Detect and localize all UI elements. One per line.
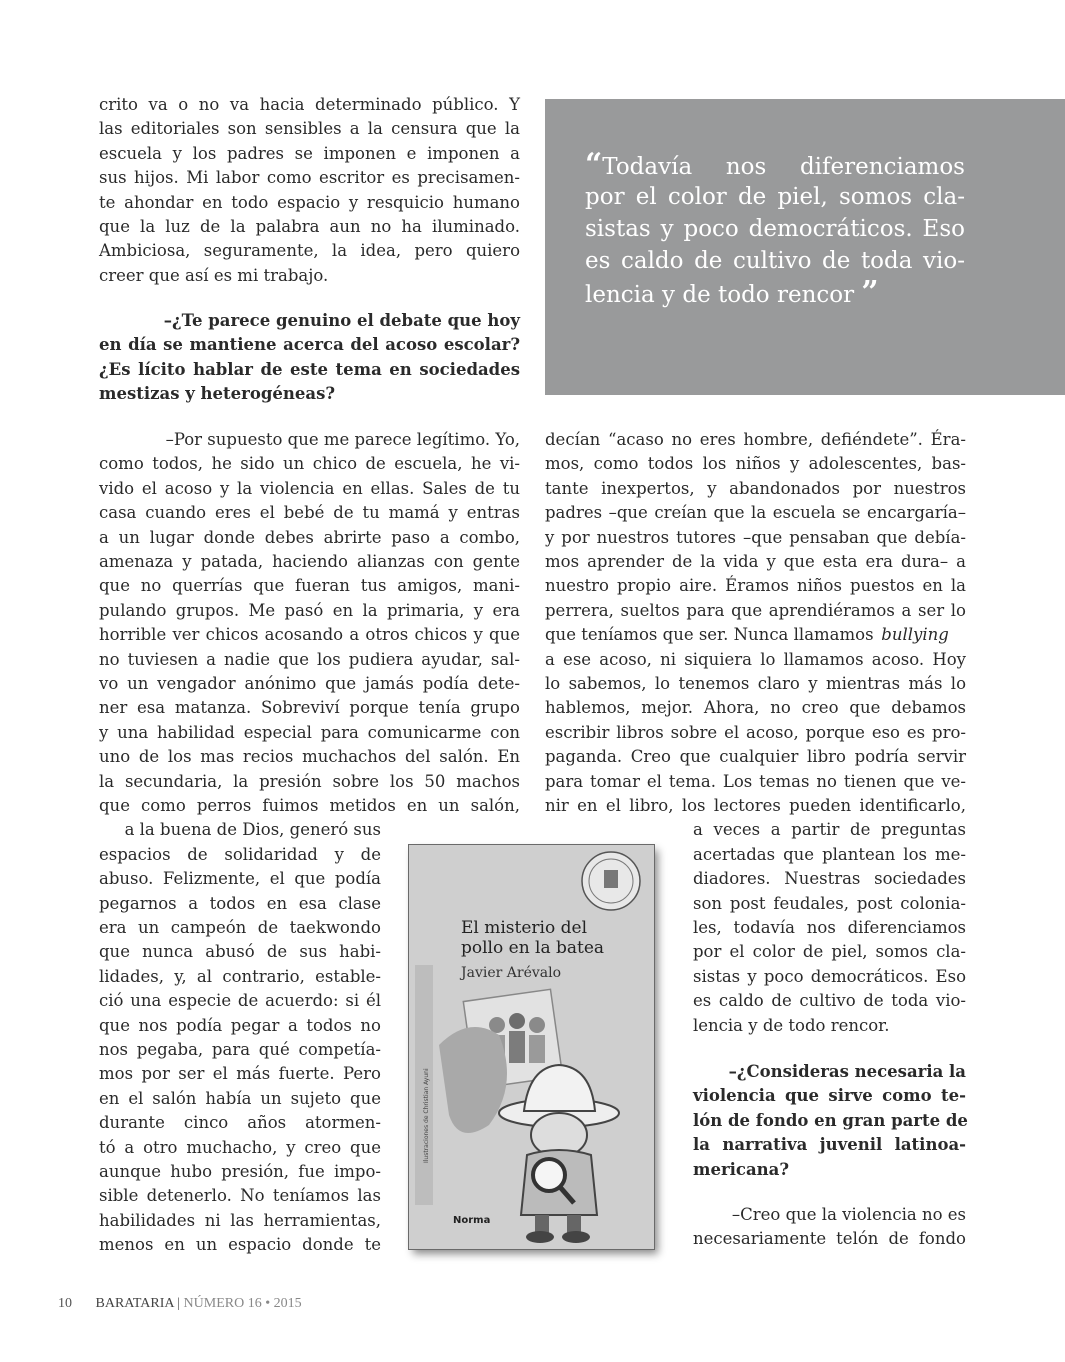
text-line: ner esa matanza. Sobreviví porque tenía grupo (99, 698, 520, 718)
text-line: mos por ser el más fuerte. Pero (99, 1064, 381, 1084)
text-line: pegarnos a todos en esa clase (99, 893, 381, 913)
footer-separator: | (177, 1296, 181, 1311)
text-line: menos en un espacio donde te (99, 1235, 381, 1255)
magazine-name: BARATARIA (95, 1296, 174, 1311)
text-line (545, 623, 966, 647)
text-line: amenaza y patada, haciendo alianzas con gente (99, 552, 520, 571)
text-line: vo un vengador anónimo que jamás podía dete- (99, 674, 520, 693)
issue-number: NÚMERO 16 (183, 1296, 262, 1311)
text-line: a veces a partir de preguntas (693, 820, 966, 840)
question-line: la narrativa juvenil latinoa- (693, 1135, 966, 1155)
pullquote-text: Todavía nos diferenciamos (602, 154, 965, 180)
text-line: a un lugar donde debes abrirte paso a combo, (99, 527, 520, 547)
text-line: crito va o no va hacia determinado público. Y (99, 95, 520, 114)
text-line: nos pegaba, para qué competía- (99, 1040, 381, 1059)
text-line: como todos, he sido un chico de escuela, he vi- (99, 454, 520, 474)
text-line: mos, como todos los niños y adolescentes, bas- (545, 454, 966, 474)
text-line: sistas y poco democráticos. Eso (693, 966, 966, 986)
text-line: y una habilidad especial para comunicarme con (99, 722, 520, 742)
book-illustrator: Ilustraciones de Christian Ayuni (423, 1068, 430, 1163)
question-line: ¿Es lícito hablar de este tema en sociedades (99, 359, 520, 379)
book-cover-illustration (409, 845, 654, 1249)
text-line: que la luz de la palabra aun no ha iluminado. (99, 217, 520, 236)
question-line: –¿Consideras necesaria la (728, 1062, 966, 1081)
text-line: horrible ver chicos acosando a otros chicos y que (99, 625, 520, 645)
text-line: casa cuando eres el bebé de tu mamá y entras (99, 503, 520, 523)
text-line: tante inexpertos, y abandonados por nuestros (545, 478, 966, 498)
text-line: lidades, y, al contrario, estable- (99, 966, 381, 986)
text-line: las editoriales son sensibles a la censura que la (99, 119, 520, 139)
pullquote-line: sistas y poco democráticos. Eso (585, 216, 965, 242)
text-line: escribir libros sobre el acoso, porque eso es pro- (545, 722, 966, 742)
book-publisher: Norma (453, 1215, 491, 1226)
footer-bullet: • (265, 1296, 271, 1311)
text-line: padres –que creían que la escuela se encargaría– (545, 503, 966, 523)
text-line: por el color de piel, somos cla- (693, 942, 966, 962)
text-line: te ahondar en todo espacio y resquicio humano (99, 192, 520, 212)
text-line: mos aprender de la vida y que esta era dura– a (545, 552, 966, 571)
text-line: acertadas que plantean los me- (693, 844, 966, 864)
text-line: es caldo de cultivo de toda vio- (693, 991, 966, 1011)
text-line: que no querrías que fueran tus amigos, mani- (99, 576, 520, 596)
text-line: paganda. Creo que cualquier libro podría servir (545, 747, 966, 767)
text-line: sus hijos. Mi labor como escritor es precisamen- (99, 168, 520, 188)
text-line: –Por supuesto que me parece legítimo. Yo, (165, 430, 520, 449)
book-title-line-1: El misterio del (461, 918, 588, 938)
text-line: sible detenerlo. No teníamos las (99, 1186, 381, 1206)
question-line: lón de fondo en gran parte de (693, 1110, 968, 1130)
page-footer (58, 1296, 302, 1316)
text-line: lo sabemos, lo tenemos claro y mientras más lo (545, 674, 966, 693)
text-line: abuso. Felizmente, el que podía (99, 869, 381, 889)
text-line: hablemos, mejor. Ahora, no creo que debamos (545, 698, 966, 718)
pullquote-line (585, 149, 965, 181)
text-line: la secundaria, la presión sobre los 50 machos (99, 771, 520, 791)
question-line: mericana? (693, 1159, 790, 1179)
year: 2015 (273, 1296, 302, 1311)
book-cover-image (409, 845, 654, 1249)
text-line: en el salón había un sujeto que (99, 1088, 381, 1108)
text-line: –Creo que la violencia no es (731, 1205, 966, 1224)
text-line: que como perros fuimos metidos en un salón, (99, 796, 520, 815)
pullquote-line: es caldo de cultivo de toda vio- (585, 248, 965, 274)
pullquote-box (545, 99, 1065, 395)
open-quote-mark: “ (585, 147, 603, 182)
bullying-word: bullying (881, 625, 949, 645)
text-line: espacios de solidaridad y de (99, 844, 381, 864)
text-segment: que teníamos que ser. Nunca llamamos (545, 625, 879, 645)
book-title-line-2: pollo en la batea (461, 938, 605, 958)
text-line: a la buena de Dios, generó sus (124, 820, 381, 840)
text-line: que nos podía pegar a todos no (99, 1015, 381, 1035)
question-line: violencia que sirve como te- (693, 1086, 966, 1106)
text-line: necesariamente telón de fondo (693, 1229, 966, 1249)
question-line: mestizas y heterogéneas? (99, 384, 336, 404)
text-line: y por nuestros tutores –que pensaban que debía- (545, 527, 966, 547)
pullquote-text: lencia y de todo rencor (585, 282, 855, 308)
text-line: que nunca abusó de sus habi- (99, 942, 381, 962)
text-line: Ambiciosa, seguramente, la idea, pero quiero (99, 241, 520, 261)
text-line: perrera, sueltos para que aprendiéramos a ser lo (545, 600, 966, 620)
text-line: aunque hubo presión, fue impo- (99, 1162, 381, 1181)
text-line: lencia y de todo rencor. (693, 1015, 890, 1035)
book-author: Javier Arévalo (461, 965, 562, 981)
text-line: durante cinco años atormen- (99, 1113, 381, 1133)
text-line: era un campeón de taekwondo (99, 918, 381, 937)
text-line: pulando grupos. Me pasó en la primaria, y era (99, 600, 520, 620)
pullquote-line (585, 277, 965, 309)
text-line: habilidades ni las herramientas, (99, 1210, 381, 1230)
text-line: a ese acoso, ni siquiera lo llamamos acoso. Hoy (545, 649, 966, 669)
question-line: –¿Te parece genuino el debate que hoy (163, 311, 520, 330)
text-line: vido el acoso y la violencia en ellas. Sales de tu (99, 478, 520, 498)
text-line: son post feudales, post colonia- (693, 893, 966, 913)
text-line: uno de los mas recios muchachos del salón. En (99, 747, 520, 767)
text-line: nuestro propio aire. Éramos niños puestos en la (545, 576, 966, 596)
text-line: escuela y los padres se imponen e imponen a (99, 143, 520, 163)
text-line: para tomar el tema. Los temas no tienen que ve- (545, 771, 966, 791)
text-line: creer que así es mi trabajo. (99, 265, 329, 285)
text-line: ció una especie de acuerdo: si él (99, 991, 381, 1011)
close-quote-mark: ” (861, 275, 879, 310)
text-line: tó a otro muchacho, y creo que (99, 1137, 381, 1157)
pullquote-line: por el color de piel, somos cla- (585, 184, 965, 210)
text-line: decían “acaso no eres hombre, defiéndete”. Éra- (545, 430, 966, 449)
text-line: no tuviesen a nadie que los pudiera ayudar, sal- (99, 649, 520, 669)
text-line: diadores. Nuestras sociedades (693, 869, 966, 889)
text-line: nir en el libro, los lectores pueden identificarlo, (545, 796, 966, 815)
text-line: les, todavía nos diferenciamos (693, 918, 966, 937)
question-line: en día se mantiene acerca del acoso escolar? (99, 335, 520, 355)
page-number: 10 (58, 1296, 72, 1311)
